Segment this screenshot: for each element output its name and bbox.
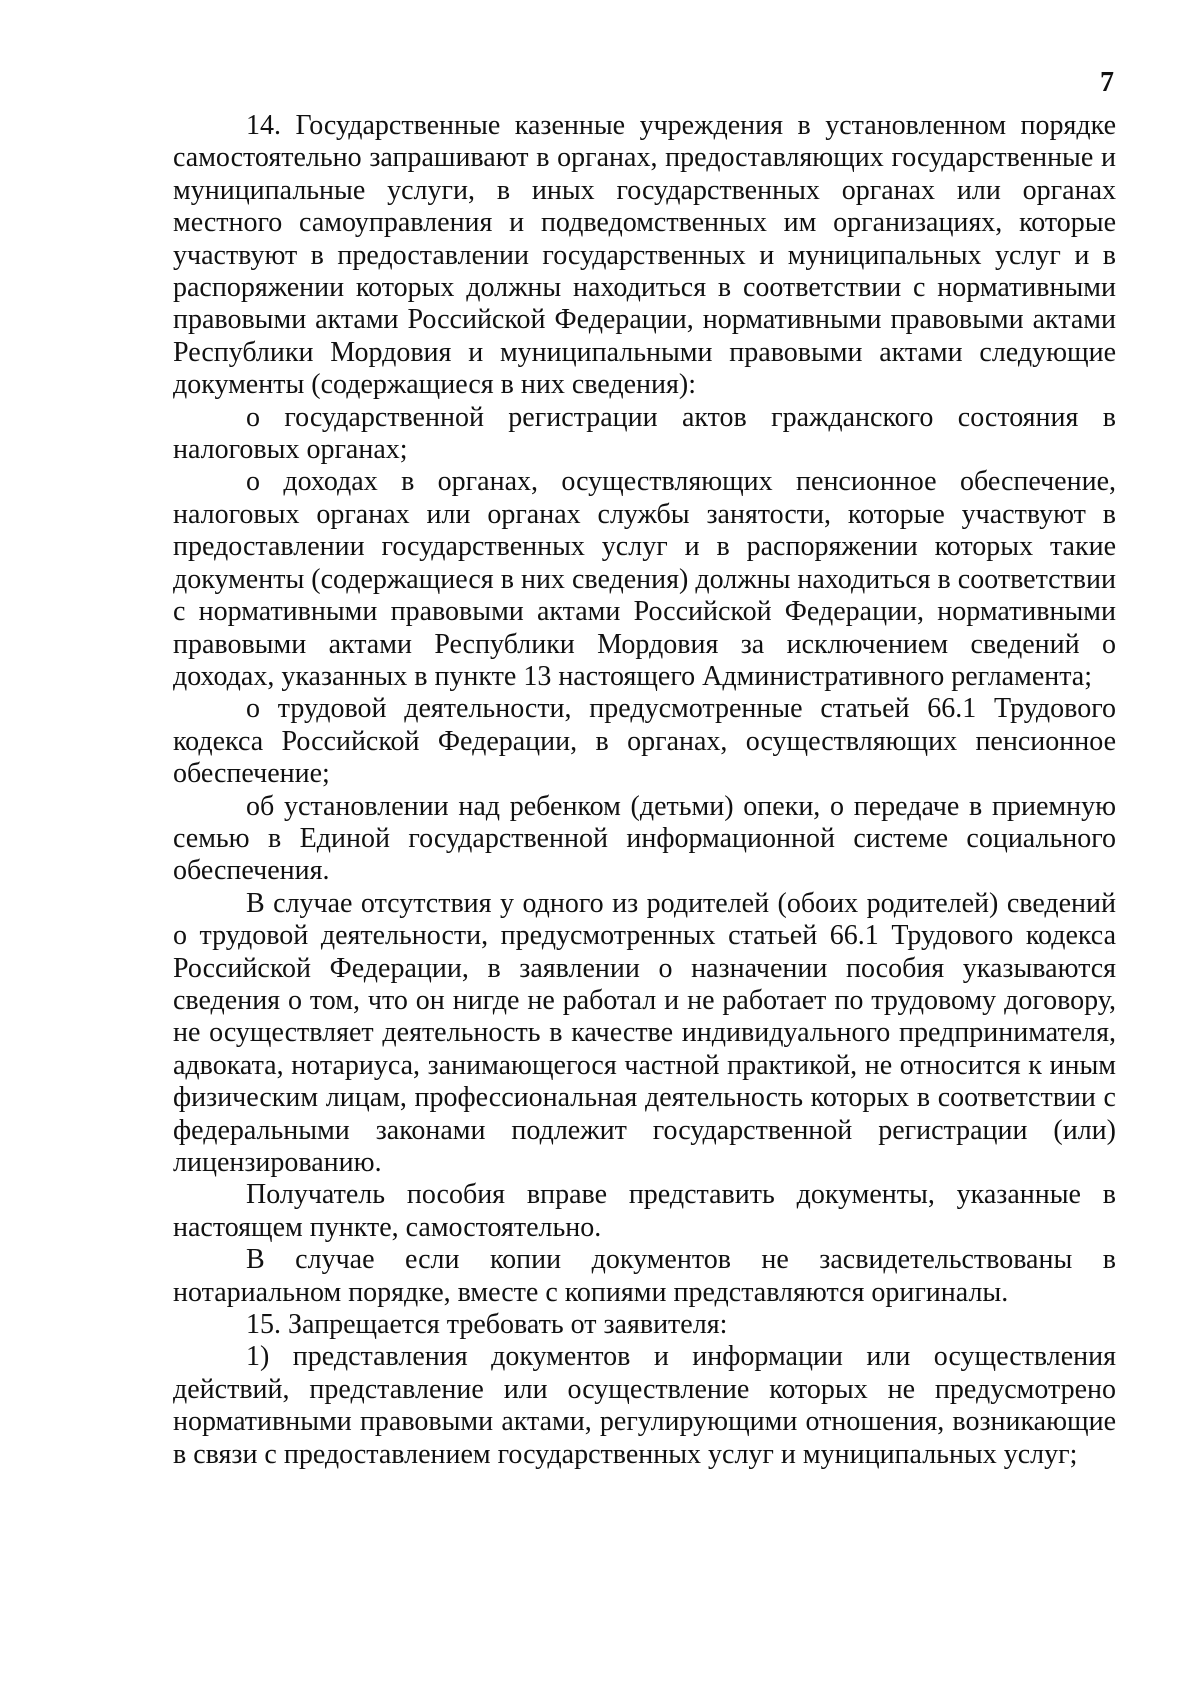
page-number: 7 [1100, 67, 1114, 98]
paragraph-copies: В случае если копии документов не засвидетельствованы в нотариальном порядке, вместе с копиями представляются оригиналы. [173, 1244, 1116, 1308]
paragraph-recipient-right: Получатель пособия вправе представить документы, указанные в настоящем пункте, самостоятельно. [173, 1179, 1116, 1243]
document-body [173, 110, 1116, 1471]
paragraph-income: о доходах в органах, осуществляющих пенсионное обеспечение, налоговых органах или органах службы занятости, которые участвуют в предоставлении государственных услуг и в распоряжении которых такие документы (содержащиеся в них сведения) должны находиться в соответствии с нормативными правовыми актами Российской Федерации, нормативными правовыми актами Республики Мордовия за исключением сведений о доходах, указанных в пункте 13 настоящего Административного регламента; [173, 466, 1116, 692]
paragraph-guardianship: об установлении над ребенком (детьми) опеки, о передаче в приемную семью в Единой государственной информационной системе социального обеспечения. [173, 790, 1116, 887]
paragraph-14-intro: 14. Государственные казенные учреждения в установленном порядке самостоятельно запрашивают в органах, предоставляющих государственные и муниципальные услуги, в иных государственных органах или органах местного самоуправления и подведомственных им организациях, которые участвуют в предоставлении государственных и муниципальных услуг и в распоряжении которых должны находиться в соответствии с нормативными правовыми актами Российской Федерации, нормативными правовыми актами Республики Мордовия и муниципальными правовыми актами следующие документы (содержащиеся в них сведения): [173, 110, 1116, 401]
paragraph-15-heading: 15. Запрещается требовать от заявителя: [246, 1309, 728, 1341]
paragraph-no-labor-info: В случае отсутствия у одного из родителей (обоих родителей) сведений о трудовой деятельности, предусмотренных статьей 66.1 Трудового кодекса Российской Федерации, в заявлении о назначении пособия указываются сведения о том, что он нигде не работал и не работает по трудовому договору, не осуществляет деятельность в качестве индивидуального предпринимателя, адвоката, нотариуса, занимающегося частной практикой, не относится к иным физическим лицам, профессиональная деятельность которых в соответствии с федеральными законами подлежит государственной регистрации (или) лицензированию. [173, 887, 1116, 1178]
paragraph-labor-activity: о трудовой деятельности, предусмотренные статьей 66.1 Трудового кодекса Российской Федерации, в органах, осуществляющих пенсионное обеспечение; [173, 693, 1116, 790]
paragraph-civil-status: о государственной регистрации актов гражданского состояния в налоговых органах; [173, 401, 1116, 466]
paragraph-15-item-1: 1) представления документов и информации или осуществления действий, представление или осуществление которых не предусмотрено нормативными правовыми актами, регулирующими отношения, возникающие в связи с предоставлением государственных услуг и муниципальных услуг; [173, 1341, 1116, 1470]
